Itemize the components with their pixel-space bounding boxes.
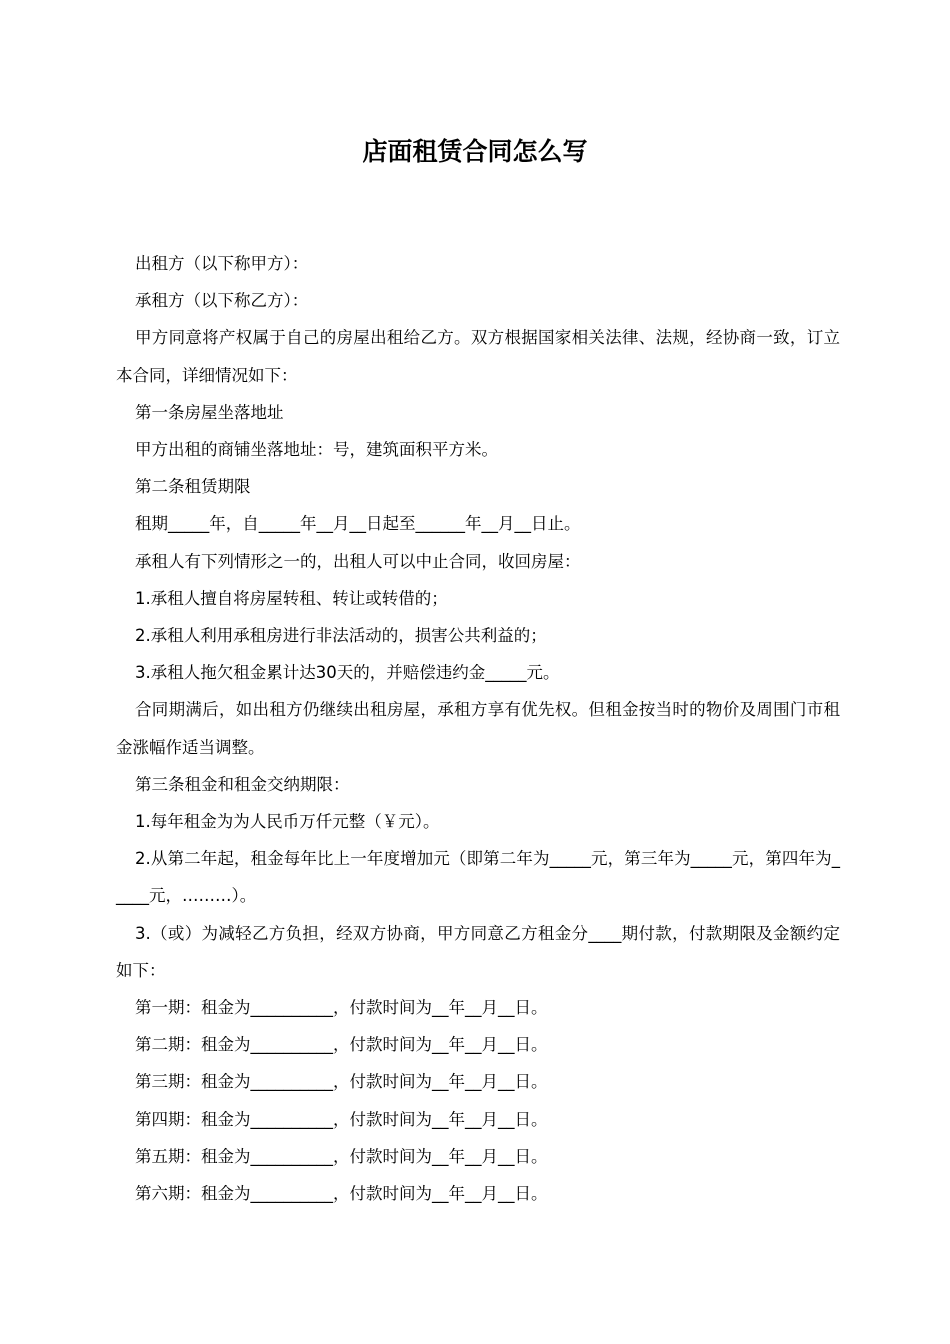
list-item-rent-1: 1.每年租金为为人民币万仟元整（￥元）。: [135, 812, 440, 832]
paragraph-termination-conditions: 承租人有下列情形之一的，出租人可以中止合同，收回房屋：: [135, 551, 581, 571]
list-item-termination-1: 1.承租人擅自将房屋转租、转让或转借的；: [135, 588, 448, 608]
document-title: 店面租赁合同怎么写: [362, 137, 588, 166]
installment-4: 第四期：租金为__________，付款时间为__年__月__日。: [135, 1109, 548, 1129]
list-item-rent-2: 2.从第二年起，租金每年比上一年度增加元（即第二年为_____元，第三年为_____元，第四年为_____元，………）。: [116, 849, 840, 906]
list-item-termination-3: 3.承租人拖欠租金累计达30天的，并赔偿违约金_____元。: [135, 663, 560, 683]
installment-1: 第一期：租金为__________，付款时间为__年__月__日。: [135, 998, 548, 1018]
paragraph-lessee: 承租方（以下称乙方）：: [135, 291, 309, 311]
paragraph-lessor: 出租方（以下称甲方）：: [135, 254, 309, 273]
heading-article-3: 第三条租金和租金交纳期限：: [135, 774, 350, 794]
paragraph-renewal: 合同期满后，如出租方仍继续出租房屋，承租方享有优先权。但租金按当时的物价及周围门市租金涨幅作适当调整。: [116, 700, 840, 757]
installment-3: 第三期：租金为__________，付款时间为__年__月__日。: [135, 1072, 548, 1092]
document-body: [116, 245, 840, 1212]
paragraph-address: 甲方出租的商铺坐落地址：号，建筑面积平方米。: [135, 440, 498, 460]
installment-2: 第二期：租金为__________，付款时间为__年__月__日。: [135, 1035, 548, 1055]
installment-6: 第六期：租金为__________，付款时间为__年__月__日。: [135, 1184, 548, 1204]
paragraph-lease-term: 租期_____年，自_____年__月__日起至______年__月__日止。: [135, 514, 581, 534]
installment-5: 第五期：租金为__________，付款时间为__年__月__日。: [135, 1146, 548, 1166]
heading-article-2: 第二条租赁期限: [135, 477, 251, 497]
list-item-rent-3: 3.（或）为减轻乙方负担，经双方协商，甲方同意乙方租金分____期付款，付款期限及金额约定如下：: [116, 923, 840, 980]
list-item-termination-2: 2.承租人利用承租房进行非法活动的，损害公共利益的；: [135, 626, 547, 646]
paragraph-agreement-intro: 甲方同意将产权属于自己的房屋出租给乙方。双方根据国家相关法律、法规，经协商一致，订立本合同，详细情况如下：: [116, 328, 840, 385]
heading-article-1: 第一条房屋坐落地址: [135, 402, 284, 422]
